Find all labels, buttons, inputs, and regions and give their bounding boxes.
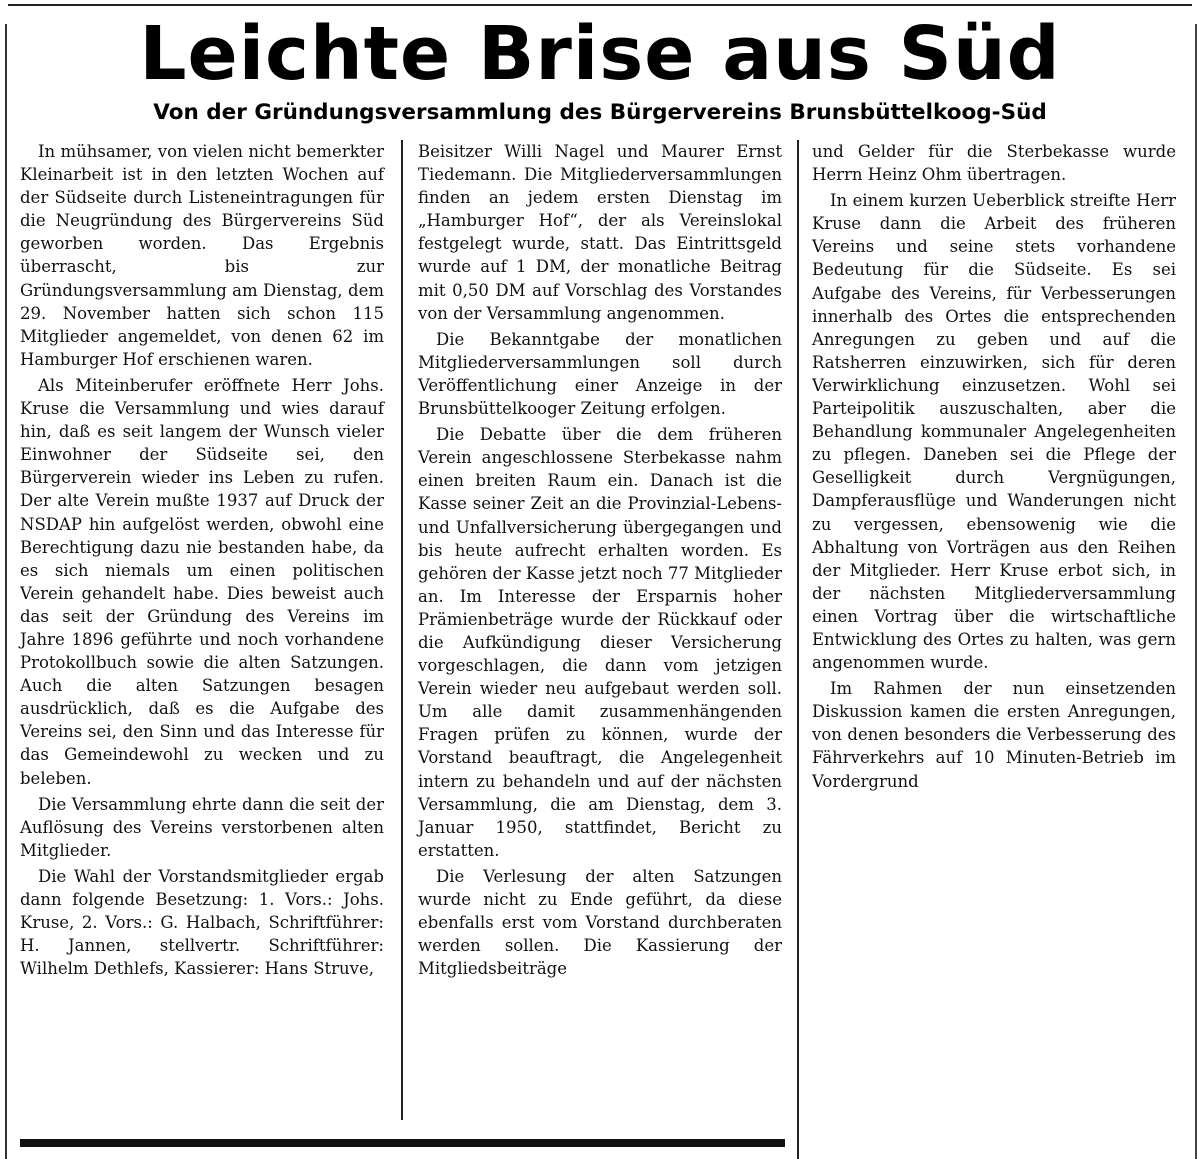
text-column-1: [20, 140, 384, 983]
text-column-3: [812, 140, 1176, 796]
bottom-rule: [20, 1139, 785, 1147]
paragraph: und Gelder für die Sterbekasse wurde Herrn Heinz Ohm übertragen.: [812, 142, 1176, 185]
text-column-2: [418, 140, 782, 983]
paragraph: Im Rahmen der nun einsetzenden Diskussion kamen die ersten Anregungen, von denen besonders die Verbesserung des Fährverkehrs auf 10 Minuten-Betrieb im Vordergrund: [812, 679, 1176, 791]
paragraph: Als Miteinberufer eröffnete Herr Johs. Kruse die Versammlung und wies darauf hin, daß es seit langem der Wunsch vieler Einwohner der Südseite sei, den Bürgerverein wieder ins Leben zu rufen. Der alte Verein mußte 1937 auf Druck der NSDAP hin aufgelöst werden, obwohl eine Berechtigung dazu nie bestanden habe, da es sich niemals um einen politischen Verein gehandelt habe. Dies beweist auch das seit der Gründung des Vereins im Jahre 1896 geführte und noch vorhandene Protokollbuch sowie die alten Satzungen. Auch die alten Satzungen besagen ausdrücklich, daß es die Aufgabe des Vereins sei, den Sinn und das Interesse für das Gemeindewohl zu wecken und zu beleben.: [20, 375, 384, 788]
article-subheadline: Von der Gründungsversammlung des Bürgervereins Brunsbüttelkoog-Süd: [153, 100, 1047, 125]
paragraph: In mühsamer, von vielen nicht bemerkter Kleinarbeit ist in den letzten Wochen auf der Südseite durch Listeneintragungen für die Neugründung des Bürgervereins Süd geworben worden. Das Ergebnis überrascht, bis zur Gründungsversammlung am Dienstag, dem 29. November hatten sich schon 115 Mitglieder angemeldet, von denen 62 im Hamburger Hof erschienen waren.: [20, 142, 384, 369]
paragraph: Die Bekanntgabe der monatlichen Mitgliederversammlungen soll durch Veröffentlichung einer Anzeige in der Brunsbüttelkooger Zeitung erfolgen.: [418, 329, 782, 419]
paragraph: Beisitzer Willi Nagel und Maurer Ernst Tiedemann. Die Mitgliederversammlungen finden an jedem ersten Dienstag im „Hamburger Hof“, der als Vereinslokal festgelegt wurde, statt. Das Eintrittsgeld wurde auf 1 DM, der monatliche Beitrag mit 0,50 DM auf Vorschlag des Vorstandes von der Versammlung angenommen.: [418, 142, 782, 323]
paragraph: Die Debatte über die dem früheren Verein angeschlossene Sterbekasse nahm einen breiten Raum ein. Danach ist die Kasse seiner Zeit an die Provinzial-Lebens- und Unfallversicherung übergegangen und bis heute aufrecht erhalten worden. Es gehören der Kasse jetzt noch 77 Mitglieder an. Im Interesse der Ersparnis hoher Prämienbeträge wurde der Rückkauf oder die Aufkündigung dieser Versicherung vorgeschlagen, die dann vom jetzigen Verein wieder neu aufgebaut werden soll. Um alle damit zusammenhängenden Fragen prüfen zu können, wurde der Vorstand beauftragt, die Angelegenheit intern zu behandeln und auf der nächsten Versammlung, die am Dienstag, dem 3. Januar 1950, stattfindet, Bericht zu erstatten.: [418, 425, 782, 860]
paragraph: Die Verlesung der alten Satzungen wurde nicht zu Ende geführt, da diese ebenfalls erst vom Vorstand durchberaten werden sollen. Die Kassierung der Mitgliedsbeiträge: [418, 866, 782, 979]
paragraph: Die Versammlung ehrte dann die seit der Auflösung des Vereins verstorbenen alten Mitglieder.: [20, 794, 384, 860]
paragraph: In einem kurzen Ueberblick streifte Herr Kruse dann die Arbeit des früheren Vereins und seine stets vorhandene Bedeutung für die Südseite. Es sei Aufgabe des Vereins, für Verbesserungen innerhalb des Ortes die entsprechenden Anregungen zu geben und auf die Ratsherren einzuwirken, sich für deren Verwirklichung einzusetzen. Wohl sei Parteipolitik auszuschalten, aber die Behandlung kommunaler Angelegenheiten zu pflegen. Daneben sei die Pflege der Geselligkeit durch Vergnügungen, Dampferausflüge und Wanderungen nicht zu vergessen, ebensowenig wie die Abhaltung von Vorträgen aus den Reihen der Mitglieder. Herr Kruse erbot sich, in der nächsten Mitgliederversammlung einen Vortrag über die wirtschaftliche Entwicklung des Ortes zu halten, was gern angenommen wurde.: [812, 191, 1176, 673]
article-headline: Leichte Brise aus Süd: [139, 11, 1061, 97]
column-divider: [797, 140, 799, 1159]
left-border-rule: [5, 24, 7, 1159]
column-divider: [401, 140, 403, 1120]
right-border-rule: [1195, 24, 1197, 1159]
paragraph: Die Wahl der Vorstandsmitglieder ergab dann folgende Besetzung: 1. Vors.: Johs. Kruse, 2. Vors.: G. Halbach, Schriftführer: H. Jannen, stellvertr. Schriftführer: Wilhelm Dethlefs, Kassierer: Hans Struve,: [20, 866, 384, 979]
top-border-rule: [8, 4, 1192, 6]
